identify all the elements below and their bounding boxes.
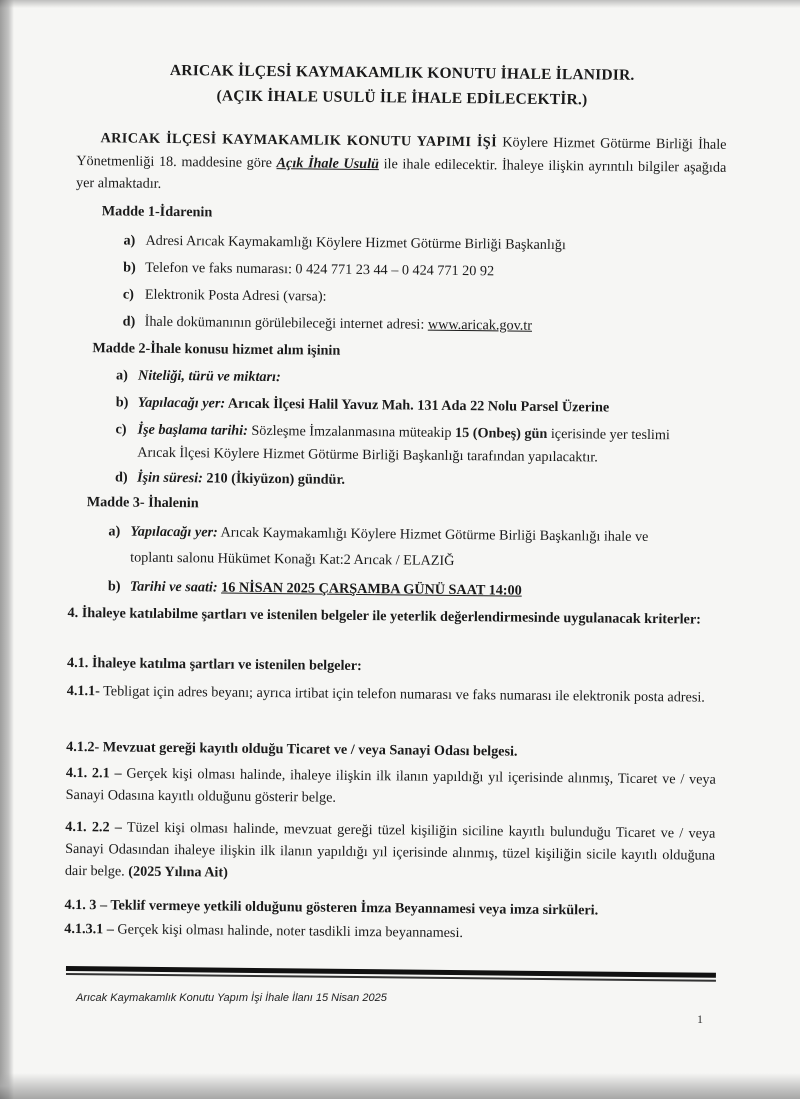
item-text: Telefon ve faks numarası: 0 424 771 23 44 – 0 424 771 20 92 [145, 259, 495, 280]
website-link[interactable]: www.aricak.gov.tr [427, 316, 533, 334]
document-title: ARICAK İLÇESİ KAYMAKAMLIK KONUTU İHALE İLANIDIR. [169, 61, 635, 84]
section413: 4.1. 3 – Teklif vermeye yetkili olduğunu gösteren İmza Beyannamesi veya imza sirküleri. [64, 896, 599, 919]
scan-shadow-left [0, 0, 14, 1099]
item-label: a) [123, 232, 136, 249]
item-key: Yapılacağı yer: [130, 523, 218, 541]
item-text: Elektronik Posta Adresi (varsa): [144, 286, 327, 305]
madde1-item-c [123, 283, 327, 308]
madde2-item-b [116, 391, 610, 419]
clause-number: 4.1. 2.1 – [65, 764, 122, 782]
clause-number: 4.1. 2.2 – [65, 818, 123, 836]
item-label: d) [114, 469, 128, 486]
madde1-heading: Madde 1-İdarenin [101, 203, 213, 221]
section411 [67, 680, 717, 709]
item-key: Tarihi ve saati: [129, 578, 218, 596]
clause-number: 4.1.1- [66, 682, 100, 700]
madde2-item-a [116, 364, 281, 389]
scan-shadow-bottom [0, 1073, 800, 1099]
footer-text: Arıcak Kaymakamlık Konutu Yapım İşi İhale İlanı 15 Nisan 2025 [76, 992, 387, 1004]
item-label: a) [115, 367, 128, 384]
item-key: İşe başlama tarihi: [137, 421, 248, 439]
madde1-item-d [123, 310, 533, 337]
clause-number: 4.1.3.1 – [64, 920, 115, 938]
item-key: Yapılacağı yer: [137, 394, 226, 412]
item-label: b) [115, 394, 129, 411]
item-label: b) [107, 578, 121, 595]
madde3-item-a-line2: toplantı salonu Hükümet Konağı Kat:2 Arıcak / ELAZIĞ [130, 549, 455, 569]
clause-text: Gerçek kişi olması halinde, ihaleye ilişkin ilk ilanın yapıldığı yıl içerisinde alınmış, Ticaret ve / veya Sanayi Odasına kayıtlı olduğunu gösterir belge. [65, 765, 716, 806]
madde3-item-b [108, 575, 522, 602]
item-label: b) [123, 259, 136, 276]
clause-text: Tebligat için adres beyanı; ayrıca irtibat için telefon numarası ve faks numarası ile elektronik posta adresi. [99, 683, 705, 706]
tender-method: Açık İhale Usulü [276, 154, 380, 172]
item-value-bold: 15 (Onbeş) gün [455, 424, 548, 442]
intro-subject: ARICAK İLÇESİ KAYMAKAMLIK KONUTU YAPIMI İŞİ [100, 130, 498, 151]
madde2-item-c-line2: Arıcak İlçesi Köylere Hizmet Götürme Birliği Başkanlığı tarafından yapılacaktır. [137, 444, 598, 466]
page-number: 1 [697, 1012, 703, 1026]
tender-datetime: 16 NİSAN 2025 ÇARŞAMBA GÜNÜ SAAT 14:00 [221, 579, 522, 599]
madde1-item-b [123, 256, 494, 283]
document-subtitle: (AÇIK İHALE USULÜ İLE İHALE EDİLECEKTİR.) [216, 87, 588, 109]
section4131 [64, 918, 714, 947]
clause-year-note: (2025 Yılına Ait) [124, 863, 228, 881]
item-label: a) [108, 523, 121, 540]
item-value: Arıcak İlçesi Halil Yavuz Mah. 131 Ada 22 Nolu Parsel Üzerine [225, 395, 610, 416]
clause-text: Gerçek kişi olması halinde, noter tasdikli imza beyannamesi. [113, 921, 464, 942]
item-text: Adresi Arıcak Kaymakamlığı Köylere Hizmet Götürme Birliği Başkanlığı [145, 232, 566, 254]
item-label: c) [115, 421, 127, 438]
item-text: İhale dokümanının görülebileceği internet adresi: [144, 313, 428, 333]
madde1-item-a [123, 229, 566, 257]
section4-heading: 4. İhaleye katılabilme şartları ve istenilen belgeler ile yeterlik değerlendirmesinde uygulanacak kriterler: [67, 604, 701, 628]
section4121 [66, 762, 716, 813]
madde3-item-a [108, 520, 648, 549]
section412: 4.1.2- Mevzuat gereği kayıtlı olduğu Ticaret ve / veya Sanayi Odası belgesi. [66, 738, 518, 760]
intro-paragraph [76, 127, 727, 201]
item-key: İşin süresi: [136, 469, 203, 487]
intro-text-1: Köylere Hizmet Götürme Birliği İhale Yönetmenliği 18. maddesine göre [76, 134, 727, 171]
clause-text: Tüzel kişi olması halinde, mevzuat gereği tüzel kişiliğin siciline kayıtlı bulunduğu Ticaret ve / veya Sanayi Odasından ihaleye ilişkin ilk ilanın yapıldığı yıl içerisinde alınmış, tüzel kişiliğin sicile kayıtlı olduğuna dair belge. [64, 819, 716, 880]
scan-shadow-top [0, 0, 800, 8]
madde2-item-d [115, 466, 345, 491]
section4122 [65, 816, 716, 889]
item-value: Sözleşme İmzalanmasına müteakip [247, 422, 456, 441]
intro-text-2: ile ihale edilecektir. İhaleye ilişkin ayrıntılı bilgiler aşağıda yer almaktadır. [75, 155, 727, 192]
item-key: Niteliği, türü ve miktarı: [137, 367, 281, 386]
section41-heading: 4.1. İhaleye katılma şartları ve istenilen belgeler: [66, 654, 362, 675]
item-value: Arıcak Kaymakamlığı Köylere Hizmet Götürme Birliği Başkanlığı ihale ve [217, 524, 649, 546]
madde2-heading: Madde 2-İhale konusu hizmet alım işinin [92, 340, 341, 359]
item-label: d) [122, 313, 136, 330]
item-label: c) [122, 286, 135, 303]
madde3-heading: Madde 3- İhalenin [86, 494, 199, 512]
item-value: 210 (İkiyüzon) gündür. [202, 470, 346, 488]
item-value: içerisinde yer teslimi [547, 425, 670, 444]
